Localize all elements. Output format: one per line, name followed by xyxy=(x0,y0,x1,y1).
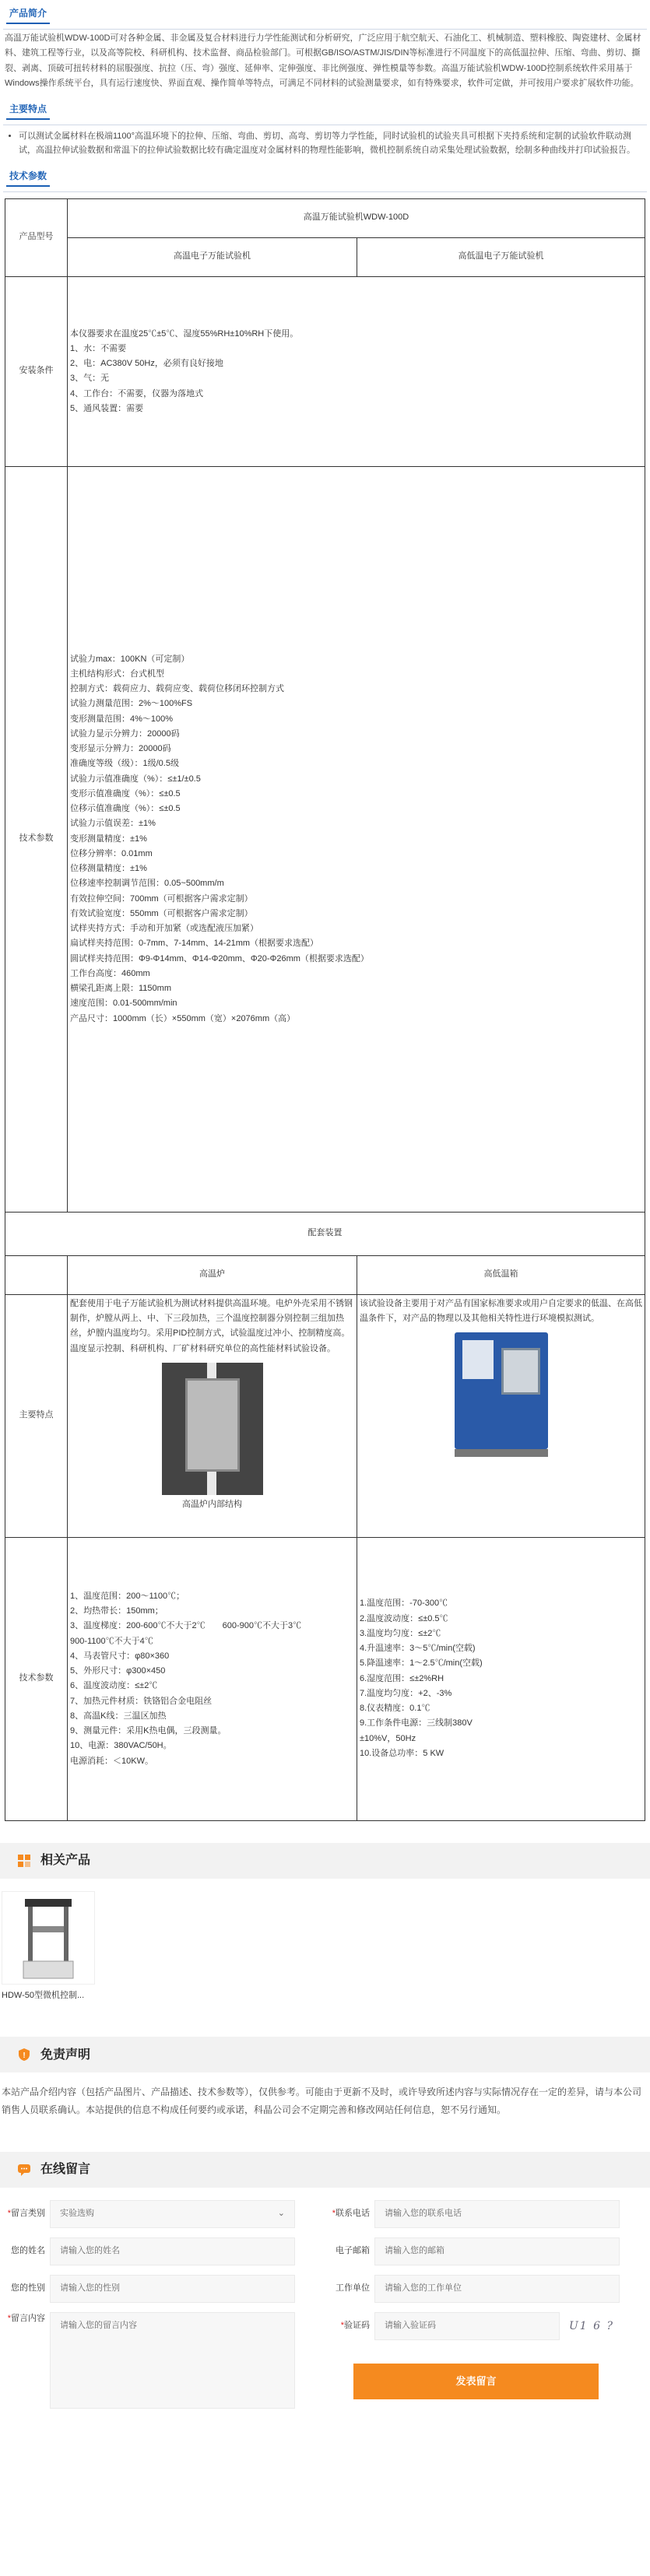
tech-a-line: 1、温度范围：200～1100℃； xyxy=(70,1591,185,1601)
tech-a xyxy=(68,1537,357,1820)
msg-type-value: 实验选购 xyxy=(60,2209,94,2219)
related-title: 相关产品 xyxy=(40,1853,91,1867)
params-list xyxy=(68,466,645,1212)
msg-type-label: *留言类别 xyxy=(7,2209,45,2219)
tech-a-line: 900-1100℃不大于4℃ xyxy=(70,1636,153,1646)
tensile-machine-icon xyxy=(17,1895,79,1981)
feature-b-cell xyxy=(357,1294,645,1537)
chamber-window xyxy=(501,1348,540,1395)
product-card[interactable] xyxy=(2,1891,95,2003)
work-label: 工作单位 xyxy=(336,2283,370,2293)
main-features-label: 主要特点 xyxy=(5,1294,68,1537)
model-label: 产品型号 xyxy=(5,198,68,276)
shield-icon xyxy=(17,2048,31,2062)
tech-a-line: 电源消耗：＜10KW。 xyxy=(70,1756,153,1766)
param-line: 试样夹持方式：手动和开加紧（或选配液压加紧） xyxy=(70,924,258,934)
install-line: 1、水：不需要 xyxy=(70,343,127,353)
submit-button[interactable]: 发表留言 xyxy=(353,2364,599,2399)
param-line: 变形显示分辨力：20000码 xyxy=(70,744,171,754)
param-line: 位移速率控制调节范围：0.05~500mm/m xyxy=(70,879,224,889)
config-blank xyxy=(5,1255,68,1294)
param-line: 变形测量范围：4%～100% xyxy=(70,714,174,724)
chamber-base xyxy=(455,1449,548,1457)
email-label: 电子邮箱 xyxy=(336,2246,370,2256)
param-line: 扁试样夹持范围：0-7mm、7-14mm、14-21mm（根据要求选配） xyxy=(70,939,319,949)
contact-label: *联系电话 xyxy=(332,2209,370,2219)
install-line: 4、工作台：不需要，仪器为落地式 xyxy=(70,388,204,398)
spec-table xyxy=(5,198,645,1821)
param-line: 工作台高度：460mm xyxy=(70,968,150,978)
param-line: 变形测量精度：±1% xyxy=(70,834,147,844)
config-a: 高温炉 xyxy=(68,1255,357,1294)
install-line: 本仪器要求在温度25℃±5℃、湿度55%RH±10%RH下使用。 xyxy=(70,328,299,339)
tech-b-line: 8.仪表精度：0.1℃ xyxy=(360,1704,430,1714)
contact-input[interactable]: 请输入您的联系电话 xyxy=(374,2200,620,2228)
gender-label: 您的性别 xyxy=(11,2283,45,2293)
tech-b xyxy=(357,1537,645,1820)
params-title: 技术参数 xyxy=(6,167,50,187)
tech-b-line: 7.温度均匀度：+2、-3% xyxy=(360,1688,452,1698)
param-line: 有效试验宽度：550mm（可根据客户需求定制） xyxy=(70,908,253,918)
intro-title: 产品简介 xyxy=(6,5,50,24)
tech-a-line: 7、加热元件材质：铁铬铝合金电阻丝 xyxy=(70,1696,213,1706)
intro-text: 高温万能试验机WDW-100D可对各种金属、非金属及复合材料进行力学性能测试和分析研究，广泛应用于航空航天、石油化工、机械制造、塑料橡胶、陶瓷建材、金属材料、建筑工程等行业，以及高等院校、科研机构、技术监督、商品检验部门。可根据GB/ISO/ASTM/JIS/DIN等标准进行不同温度下的高低温拉伸、压缩、弯曲、剪切、撕裂、剥离、顶破可扭转材料的屈服强度、抗拉（压、弯）强度、延伸率、定伸强度、非比例强度、弹性模量等参数。高温万能试验机WDW-100D控制系统软件采用基于Windows操作系统平台，具有运行速度快、界面直观、操作简单等特点，可满足不同材料的试验测量要求，如有特殊要求，软件可定做，并可按用户要求扩展软件功能。 xyxy=(5,33,641,88)
captcha-label: *验证码 xyxy=(340,2321,370,2331)
tech-b-line: 10.设备总功率：5 KW xyxy=(360,1748,444,1758)
config-label: 配套装置 xyxy=(5,1212,645,1255)
tech-a-line: 3、温度梯度：200-600℃不大于2℃ 600-900℃不大于3℃ xyxy=(70,1621,302,1631)
product-thumbnail[interactable] xyxy=(2,1891,95,1985)
param-line: 有效拉伸空间：700mm（可根据客户需求定制） xyxy=(70,893,253,904)
install-line: 2、电：AC380V 50Hz，必须有良好接地 xyxy=(70,359,223,368)
param-line: 横梁孔距离上限：1150mm xyxy=(70,984,171,994)
content-label: *留言内容 xyxy=(7,2313,45,2323)
param-line: 试验力max：100KN（可定制） xyxy=(70,654,190,664)
param-line: 准确度等级（级）：1级/0.5级 xyxy=(70,759,179,769)
disclaimer-title: 免责声明 xyxy=(40,2048,91,2062)
svg-text:!: ! xyxy=(23,2051,26,2061)
col-b-header: 高低温电子万能试验机 xyxy=(357,237,645,276)
disclaimer-header xyxy=(0,2037,650,2072)
tech-a-line: 6、温度波动度：≤±2℃ xyxy=(70,1681,158,1691)
param-line: 主机结构形式：台式机型 xyxy=(70,669,164,679)
grid-icon xyxy=(17,1854,31,1868)
tech-b-line: 4.升温速率：3～5℃/min(空载) xyxy=(360,1644,476,1654)
tech-a-line: 2、均热带长：150mm； xyxy=(70,1606,163,1616)
param-line: 产品尺寸：1000mm（长）×550mm（宽）×2076mm（高） xyxy=(70,1013,296,1023)
feature-a-cell xyxy=(68,1294,357,1537)
name-label: 您的姓名 xyxy=(11,2246,45,2256)
features-list xyxy=(0,125,650,162)
message-title: 在线留言 xyxy=(40,2163,91,2177)
config-b: 高低温箱 xyxy=(357,1255,645,1294)
content-textarea[interactable]: 请输入您的留言内容 xyxy=(50,2312,295,2409)
message-form xyxy=(0,2188,650,2399)
install-line: 5、通风装置：需要 xyxy=(70,403,144,413)
tech-b-line: 6.湿度范围：≤±2%RH xyxy=(360,1673,444,1683)
col-a-header: 高温电子万能试验机 xyxy=(68,237,357,276)
related-header xyxy=(0,1843,650,1879)
tech-a-line: 4、马表管尺寸：φ80×360 xyxy=(70,1651,170,1661)
param-line: 变形示值准确度（%）：≤±0.5 xyxy=(70,788,181,798)
param-line: 位移分辨率：0.01mm xyxy=(70,848,153,858)
tech-b-line: 2.温度波动度：≤±0.5℃ xyxy=(360,1613,448,1623)
tech-a-line: 10、电源：380VAC/50H。 xyxy=(70,1741,172,1751)
param-line: 试验力测量范围：2%～100%FS xyxy=(70,699,193,709)
param-line: 速度范围：0.01-500mm/min xyxy=(70,998,177,1009)
tech-b-line: 5.降温速率：1～2.5℃/min(空载) xyxy=(360,1658,483,1669)
install-line: 3、气：无 xyxy=(70,374,110,384)
install-label: 安装条件 xyxy=(5,276,68,466)
tech-a-line: 5、外形尺寸：φ300×450 xyxy=(70,1666,166,1676)
param-line: 试验力显示分辨力：20000码 xyxy=(70,728,180,739)
work-input[interactable]: 请输入您的工作单位 xyxy=(374,2275,620,2303)
tech-a-line: 9、测量元件：采用K热电偶，三段测量。 xyxy=(70,1726,227,1735)
furnace-door xyxy=(185,1378,240,1472)
tech-b-line: 3.温度均匀度：≤±2℃ xyxy=(360,1628,441,1638)
disclaimer-text: 本站产品介绍内容（包括产品图片、产品描述、技术参数等），仅供参考。可能由于更新不及时，或许导致所述内容与实际情况存在一定的差异，请与本公司销售人员联系确认。本站提供的信息不构成任何要约或承诺，科晶公司会不定期完善和修改网站任何信息，恕不另行通知。 xyxy=(2,2086,642,2116)
tech-label: 技术参数 xyxy=(5,1537,68,1820)
params-section xyxy=(3,163,647,192)
related-list xyxy=(0,1879,650,2016)
model-value: 高温万能试验机WDW-100D xyxy=(68,198,645,237)
param-line: 位移测量精度：±1% xyxy=(70,864,147,874)
param-line: 位移示值准确度（%）：≤±0.5 xyxy=(70,804,181,814)
captcha-input[interactable]: 请输入验证码 xyxy=(374,2312,560,2340)
params-label: 技术参数 xyxy=(5,466,68,1212)
gender-input[interactable]: 请输入您的性别 xyxy=(50,2275,295,2303)
furnace-image xyxy=(162,1363,263,1495)
feature-a-text: 配套使用于电子万能试验机为测试材料提供高温环境。电炉外壳采用不锈钢制作，炉膛从两上、中、下三段加热，三个温度控制器分别控制三组加热丝，炉膛内温度均匀。采用PID控制方式，试验温度过冲小、控制精度高。温度显示控制、科研机构、厂矿材料研究单位的高性能材料试验设备。 xyxy=(70,1298,353,1353)
feature-item: • 可以测试金属材料在极端1100°高温环境下的拉伸、压缩、弯曲、剪切、高弯、剪切等力学性能，同时试验机的试验夹具可根据下夹持系统和定制的试验软件联动测试，高温拉伸试验数据和常温下的拉伸试验数据比较有确定温度对金属材料的物理性能影响，微机控制系统自动采集处理试验数据，绘制多种曲线并打印试验报告。 xyxy=(19,130,638,157)
name-input[interactable]: 请输入您的姓名 xyxy=(50,2237,295,2265)
feature-b-text: 该试验设备主要用于对产品有国家标准要求或用户自定要求的低温、在高低温条件下，对产品的物理以及其他相关特性进行环境模拟测试。 xyxy=(360,1298,642,1323)
param-line: 试验力示值准确度（%）：≤±1/±0.5 xyxy=(70,774,201,784)
chat-icon xyxy=(17,2163,31,2177)
message-header xyxy=(0,2152,650,2188)
furnace-caption: 高温炉内部结构 xyxy=(182,1499,242,1509)
tech-b-line: 1.温度范围：-70-300℃ xyxy=(360,1599,448,1609)
param-line: 控制方式：载荷应力、载荷应变、载荷位移闭环控制方式 xyxy=(70,684,284,694)
captcha-image[interactable]: U1 6 ? xyxy=(568,2319,615,2332)
tech-b-line: 9.工作条件电源：三线制380V xyxy=(360,1718,473,1728)
product-name[interactable]: HDW-50型微机控制... xyxy=(2,1990,85,2000)
chevron-down-icon: ⌄ xyxy=(277,2209,285,2219)
tech-a-line: 8、高温K线：三温区加热 xyxy=(70,1711,167,1721)
climate-chamber-image xyxy=(455,1332,548,1449)
chamber-panel xyxy=(462,1340,494,1379)
features-title: 主要特点 xyxy=(6,100,50,120)
param-line: 圆试样夹持范围：Φ9-Φ14mm、Φ14-Φ20mm、Φ20-Φ26mm（根据要求选配） xyxy=(70,953,369,963)
email-input[interactable]: 请输入您的邮箱 xyxy=(374,2237,620,2265)
msg-type-select[interactable] xyxy=(50,2200,295,2228)
tech-b-line: ±10%V，50Hz xyxy=(360,1733,416,1743)
intro-section xyxy=(3,0,647,30)
param-line: 试验力示值误差：±1% xyxy=(70,819,156,829)
features-section xyxy=(3,96,647,125)
install-conditions xyxy=(68,276,645,466)
